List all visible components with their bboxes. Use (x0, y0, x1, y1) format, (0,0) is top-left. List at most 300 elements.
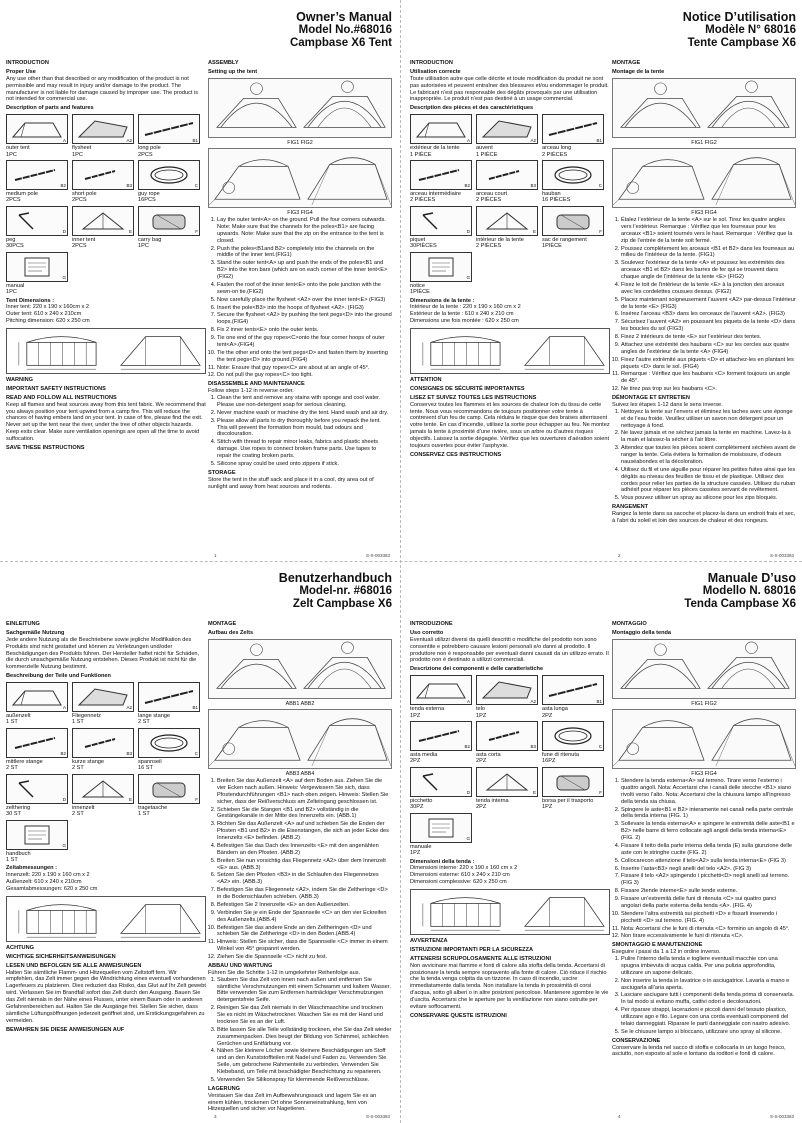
part-letter: B2 (60, 751, 66, 757)
assembly-figure-3-4 (612, 709, 796, 769)
assembly-step: 11. Note: Ensure that guy ropes<C> are about at an angle of 45°. (217, 365, 392, 372)
part-name: peg (6, 236, 16, 243)
part-caption (542, 752, 604, 765)
assembly-step: 3. Richten Sie das Außenzelt <A> auf und schieben Sie die Enden der Pfosten <B1 und B2> in die Eisenstangen, die sich an jeder Ecke des Innenzelts <E> befinden. (ABB.2) (217, 821, 392, 842)
warning-heading: ATTENTION (410, 377, 442, 383)
dimension-line: Dimensioni esterne: 610 x 240 x 210 cm (410, 872, 510, 879)
assembly-step: 7. Sécurisez l’auvent <A2> en poussant les piquets de la tente <D> dans les boucles du sol (FIG3) (621, 319, 796, 333)
part-letter: B3 (126, 751, 132, 757)
save-instructions: SAVE THESE INSTRUCTIONS (6, 444, 85, 451)
part-quantity: 16PCS (138, 197, 156, 204)
part-letter: C (598, 744, 602, 750)
warning-subheading-2: ATTENERSI SCRUPOLOSAMENTE ALLE ISTRUZIONI (410, 955, 552, 962)
flysheet-icon (72, 682, 134, 712)
part-quantity: 1PIÈCE (542, 243, 562, 250)
part-quantity: 1PZ (410, 850, 421, 857)
warning-heading: WARNING (6, 377, 34, 383)
disassembly-steps (208, 977, 392, 1084)
assembly-step: 2. Schieben Sie die Stangen <B1 und B2> vollständig in die Gestängekanäle in der Mitte des Innenzelts ein. (ABB.1) (217, 807, 392, 821)
part-caption (476, 706, 538, 719)
part-item (6, 774, 68, 818)
manual-icon (6, 252, 68, 282)
storage-heading: RANGEMENT (612, 504, 649, 511)
disassembly-intro: Suivez les étapes 1-12 dans le sens inverse. (612, 401, 723, 408)
figure-label-3-4: FIG3 FIG4 (691, 771, 717, 778)
guy-rope-icon (138, 728, 200, 758)
manual-header (408, 10, 798, 64)
part-item (6, 114, 68, 158)
save-instructions: CONSERVEZ CES INSTRUCTIONS (410, 451, 502, 458)
maintenance-step: 5. Vous pouvez utiliser un spray au silicone pour les zips bloqués. (621, 495, 796, 502)
part-quantity: 30 ST (6, 811, 21, 818)
part-item (72, 206, 134, 250)
assembly-step: 11. Remarque : Vérifiez que les haubans <C> forment toujours un angle de 45°. (621, 371, 796, 385)
disassembly-intro: Eseguire i passi da 1 a 12 in ordine inverso. (612, 949, 721, 956)
part-caption (476, 237, 538, 250)
part-caption (138, 237, 200, 250)
maintenance-step: 4. Per riparare strappi, lacerazioni e piccoli danni del tessuto plastico, utilizzare ago e filo. Legare con una corda eventuali componenti del telaio danneggiati. Riparare le parti danneggiate con nastro adesivo. (621, 1007, 796, 1028)
part-letter: A (466, 137, 470, 143)
parts-grid (6, 114, 206, 295)
assembly-steps (208, 778, 392, 961)
part-item (542, 767, 604, 811)
part-quantity: 2 PIÈCES (476, 197, 502, 204)
part-letter: G (62, 275, 66, 281)
maintenance-step: 4. Nähen Sie kleinere Löcher sowie kleinere Beschädigungen am Stoff und an den Kunststoffteilen mit Nadel und Faden zu. Verwenden Sie Seile, um gebrochene Rahmenteile zu verbinden. Verwenden Sie Klebeband, um Teile mit beschädigter Beschichtung zu reparieren. (217, 1048, 392, 1076)
maintenance-step: 4. Utilisez du fil et une aiguille pour réparer les petites fuites ainsi que les dégâts au niveau des feuilles de tissu et de plastique. Utilisez des cordes pour relier les parties de la structure cassées. Utilisez du ruban adhésif pour réparer les pièces cassées servant de revêtement. (621, 467, 796, 495)
part-letter: D (466, 229, 470, 235)
dimensions-list (6, 872, 206, 893)
assembly-step: 9. Verbinden Sie je ein Ende der Spannseile <C> an den vier Eckreifen des Außenzelts.(ABB.4) (217, 910, 392, 924)
intro-heading: EINLEITUNG (6, 621, 40, 627)
part-caption (542, 191, 604, 204)
part-quantity: 30PIÈCES (410, 243, 437, 250)
part-item (542, 721, 604, 765)
assembly-heading: MONTAGE (208, 621, 237, 627)
part-name: arceau court (476, 190, 508, 197)
assembly-step: 2. Poussez complètement les arceaux <B1 et B2> dans les fourreaux au milieu de l’intérieur de la tente. (FIG1) (621, 246, 796, 260)
part-name: tenda esterna (410, 706, 445, 713)
medium-pole-icon (6, 160, 68, 190)
part-caption (72, 145, 134, 158)
part-item (542, 675, 604, 719)
part-quantity: 2PZ (476, 758, 487, 765)
dimensions-heading: Tent Dimensions : (6, 297, 55, 304)
figure-label-1-2: FIG1 FIG2 (287, 139, 313, 146)
right-column (208, 619, 392, 1115)
part-item (410, 114, 472, 158)
part-name: zelthering (6, 804, 31, 811)
part-letter: G (466, 275, 470, 281)
assembly-step: 9. Tie one end of the guy ropes<C>onto the four corner hoops of outer tent<A>.(FIG4) (217, 335, 392, 349)
flysheet-icon (72, 114, 134, 144)
short-pole-icon (476, 160, 538, 190)
dimension-line: Außenzelt: 610 x 240 x 210cm (6, 879, 82, 886)
inner-tent-icon (476, 767, 538, 797)
assembly-step: 8. Fixez 2 intérieurs de tente <E> sur l’extérieur des tentes. (621, 334, 796, 341)
part-quantity: 1PC (6, 289, 17, 296)
part-name: inner tent (72, 236, 96, 243)
assembly-step: 10. Stendere l’altra estremità sui picchetti <D> e fissarli inserendo i picchetti <D> sul terreno. (FIG. 4) (621, 911, 796, 925)
maintenance-step: 4. Stitch with thread to repair minor leaks, fabrics and plastic sheets damage. Use ropes to connect broken frame parts. Use tapes to repair the coating broken parts. (217, 439, 392, 460)
warning-subheading-1: CONSIGNES DE SÉCURITÉ IMPORTANTES (410, 385, 525, 392)
assembly-step: 10. Befestigen Sie das andere Ende an den Zeltheringen <D> und schieben Sie die Zeltheringe <D> in den Boden.(ABB.4) (217, 925, 392, 939)
part-item (476, 160, 538, 204)
tent-dimension-diagram (410, 889, 610, 935)
part-caption (476, 752, 538, 765)
assembly-step: 4. Fixez le toit de l’intérieur de la tente <E> à la jonction des arceaux avec les cordelettes cousues dessus. (FIG2) (621, 282, 796, 296)
warning-text: Halten Sie sämtliche Flamm- und Hitzequellen vom Zeltstoff fern. Wir empfehlen, das Zelt immer gegen die Windrichtung eines eventuell vorhandenen Lagerfeuers zu platzieren. Dies reduziert das Risiko, das Glut auf Ihr Zelt gewebt wird. Verlassen Sie im Brandfall sofort das Zelt durch den Ausgang. Bauen Sie das Zelt niemals in der Nähe eines Flusses, unter einem Baum oder in anderen Gefahrenbereichen auf. Halten Sie die Ausgänge frei. Stellen Sie sicher, dass sämtliche Lüftungsöffnungen jederzeit geöffnet sind, um Erstickungsgefahren zu vermeiden. (6, 969, 206, 1024)
disassembly-intro: Follow steps 1-12 in reverse order. (208, 388, 294, 395)
assembly-step: 9. Fissare un’estremità delle funi di ritenuta <C> sui quattro ganci angolari della parte esterna della tenda <A>. (FIG. 4) (621, 896, 796, 910)
part-letter: F (599, 790, 602, 796)
assembly-step: 4. Fissare il tetto della parte interna della tenda (E) sulla giunzione delle aste con le stringhe cucite (FIG. 2) (621, 843, 796, 857)
carry-bag-icon (138, 206, 200, 236)
manual-icon (410, 252, 472, 282)
part-name: asta lunga (542, 706, 568, 713)
part-quantity: 2 PIÈCES (542, 151, 568, 158)
part-name: spannseil (138, 758, 162, 765)
part-letter: F (195, 797, 198, 803)
short-pole-icon (476, 721, 538, 751)
manual-quadrant-italian (408, 565, 798, 1121)
part-name: handbuch (6, 850, 31, 857)
figure-label-3-4: FIG3 FIG4 (287, 210, 313, 217)
outer-tent-icon (410, 675, 472, 705)
part-item (6, 820, 68, 864)
assembly-step: 5. Now carefully place the flysheet <A2> over the inner tent<E> (FIG3) (217, 297, 392, 304)
part-name: piquet (410, 236, 426, 243)
dimensions-list (410, 865, 610, 886)
part-quantity: 30PCS (6, 243, 24, 250)
part-item (138, 682, 200, 726)
assembly-step: 1. Étalez l’extérieur de la tente <A> sur le sol. Tirez les quatre angles vers l’extérieur. Remarque : Vérifiez que les fourreaux pour les arceaux <B1> soient tournés vers le haut. Remarque : Vérifiez que la zip de l’entrée de la tente soit fermé. (621, 217, 796, 245)
intro-heading: INTRODUCTION (410, 60, 453, 66)
model-number: Modello N. 68016 (702, 585, 796, 597)
part-caption (6, 713, 68, 726)
part-caption (410, 798, 472, 811)
dimension-line: Extérieur de la tente : 610 x 240 x 210 cm (410, 311, 514, 318)
parts-heading: Description des pièces et des caractéristiques (410, 105, 534, 112)
assembly-heading: MONTAGGIO (612, 621, 647, 627)
part-item (72, 114, 134, 158)
storage-heading: LAGERUNG (208, 1085, 241, 1092)
part-item (410, 252, 472, 296)
assembly-figure-3-4 (208, 709, 392, 769)
part-quantity: 1PC (72, 151, 83, 158)
warning-text: Conservez toutes les flammes et les sources de chaleur loin du tissu de cette tente. Nous vous recommandons de toujours positionner votre tente à contrevent d’un feu de camp. Cela réduira le risque que des braises atterrissent votre tente. En cas d’incendie, utilisez la sortie pour échapper au feu. Ne montez jamais la tente à proximité d’une rivière, sous un arbre ou d’autres risques objectifs. Laissez la sortie dégagée. Vérifiez que les ouvertures d’aération soient toujours ouvertes pour éviter l’asphyxie. (410, 401, 610, 449)
peg-icon (6, 774, 68, 804)
part-quantity: 1 PIÈCE (476, 151, 498, 158)
part-caption (138, 713, 200, 726)
manual-quadrant-english (4, 4, 394, 560)
part-name: manuale (410, 843, 432, 850)
part-name: Fliegennetz (72, 713, 101, 719)
storage-heading: STORAGE (208, 469, 236, 476)
tent-dimension-diagram (410, 328, 610, 374)
outer-tent-icon (6, 114, 68, 144)
assembly-step: 3. Stand the outer tent<A> up and push the ends of the poles<B1 and B2> into the iron bars (which are on each corner of the inner tent<E> (FIG2) (217, 260, 392, 281)
assembly-figure-3-4 (612, 148, 796, 208)
part-letter: E (128, 229, 132, 235)
part-caption (72, 713, 134, 726)
part-letter: C (598, 183, 602, 189)
part-letter: E (128, 797, 132, 803)
part-letter: B1 (596, 137, 602, 143)
intro-subheading: Sachgemäße Nutzung (6, 629, 65, 636)
dimension-line: Inner tent: 220 x 190 x 160cm x 2 (6, 304, 90, 311)
part-caption (72, 191, 134, 204)
part-quantity: 16 ST (138, 765, 153, 772)
assembly-step: 1. Stendere la tenda esterna<A> sul terreno. Tirare verso l’esterno i quattro angoli. Nota: Accertarsi che i canali delle stecche <B1> siano rivolti verso l’alto. Nota: Accertarsi che la chiusura lampo all’ingresso della tenda sia chiusa. (621, 778, 796, 806)
maintenance-step: 2. Ne lavez jamais et ne séchez jamais la tente en machine. Lavez-la à la main et laissez-la sécher à l’air libre. (621, 430, 796, 444)
model-number: Modèle N° 68016 (705, 24, 796, 36)
maintenance-step: 1. Pulire l’interno della tenda e togliere eventuali macchie con una spugna imbevuta di acqua calda. Per una pulizia approfondita, utilizzare un sapone delicato. (621, 956, 796, 977)
assembly-step: 4. Befestigen Sie das Dach des Innenzelts <E> mit den angenähten Bändern an den Pfosten. (ABB.2) (217, 843, 392, 857)
part-caption (476, 145, 538, 158)
dimensions-list (6, 304, 206, 325)
part-item (410, 206, 472, 250)
flysheet-icon (476, 675, 538, 705)
manual-quadrant-french (408, 4, 798, 560)
assembly-steps (612, 217, 796, 393)
horizontal-fold-line (0, 561, 802, 562)
part-item (476, 114, 538, 158)
part-name: short pole (72, 190, 97, 197)
part-letter: A2 (126, 705, 132, 711)
part-caption (476, 798, 538, 811)
storage-text: Verstauen Sie das Zelt im Aufbewahrungssack und lagern Sie es an einem kühlen, trockenen Ort ohne Sonneneinstrahlung, fern von Hitzequellen und sicher vor Nagetieren. (208, 1092, 377, 1113)
disassembly-heading: SMONTAGGIO E MANUTENZIONE (612, 942, 703, 949)
long-pole-icon (138, 114, 200, 144)
part-letter: A2 (530, 698, 536, 704)
part-name: long pole (138, 145, 161, 152)
assembly-step: 8. Befestigen Sie 2 Innenzelte <E> an den Außenzelten. (217, 902, 392, 909)
part-caption (542, 145, 604, 158)
part-caption (6, 283, 68, 296)
part-name: flysheet (72, 145, 92, 152)
part-quantity: 2 PIÈCES (410, 197, 436, 204)
manual-title: Notice D’utilisation (682, 10, 796, 24)
assembly-subheading: Setting up the tent (208, 68, 258, 75)
page-number: 3 (214, 1114, 217, 1119)
part-item (6, 682, 68, 726)
maintenance-step: 2. Never machine wash or machine dry the tent. Hand wash and air dry. (217, 410, 392, 417)
storage-heading: CONSERVAZIONE (612, 1037, 661, 1044)
part-quantity: 2 ST (72, 765, 84, 772)
assembly-steps (208, 217, 392, 379)
figure-label-1-2: FIG1 FIG2 (691, 700, 717, 707)
part-name: manual (6, 282, 25, 289)
guy-rope-icon (542, 721, 604, 751)
part-caption (476, 191, 538, 204)
part-caption (6, 191, 68, 204)
assembly-figure-1-2 (208, 639, 392, 699)
dimensions-heading: Zeltabmessungen : (6, 865, 57, 872)
storage-text: Store the tent in the stuff sack and place it in a cool, dry area out of sunlight and away from heat sources and rodents. (208, 476, 374, 490)
part-caption (138, 759, 200, 772)
dimension-line: Innenzelt: 220 x 190 x 160 cm x 2 (6, 872, 90, 879)
page-number: 2 (618, 553, 621, 558)
warning-subheading-1: WICHTIGE SICHERHEITSANWEISUNGEN (6, 953, 116, 960)
part-name: sac de rangement (542, 236, 587, 243)
warning-heading: ACHTUNG (6, 944, 34, 951)
assembly-figure-1-2 (612, 639, 796, 699)
part-item (476, 675, 538, 719)
manual-icon (6, 820, 68, 850)
part-item (410, 813, 472, 857)
dimensions-heading: Dimensioni della tenda : (410, 858, 475, 865)
product-name: Campbase X6 Tent (289, 36, 392, 49)
model-number: Model No.#68016 (298, 24, 392, 36)
storage-text: Conservare la tenda nel sacco di stoffa e collocarla in un luogo fresco, asciutto, non esposto al sole e lontano da roditori e fonti di calore. (612, 1044, 786, 1058)
part-quantity: 2PCS (72, 197, 87, 204)
assembly-step: 6. Insert the pole<B3> into the hoops of flysheet <A2>. (FIG3) (217, 305, 392, 312)
part-caption (6, 805, 68, 818)
dimensions-heading: Dimensions de la tente : (410, 297, 475, 304)
warning-subheading-2: LISEZ ET SUIVEZ TOUTES LES INSTRUCTIONS (410, 394, 537, 401)
short-pole-icon (72, 160, 134, 190)
part-item (410, 160, 472, 204)
part-name: arceau intermédiaire (410, 190, 461, 197)
disassembly-heading: DÉMONTAGE ET ENTRETIEN (612, 395, 690, 402)
part-name: guy rope (138, 190, 160, 197)
part-caption (410, 191, 472, 204)
disassembly-heading: DISASSEMBLE AND MAINTENANCE (208, 381, 305, 388)
part-name: medium pole (6, 190, 39, 197)
document-code: S-S-003383 (365, 1114, 390, 1119)
part-letter: D (62, 229, 66, 235)
part-item (6, 160, 68, 204)
part-caption (410, 706, 472, 719)
carry-bag-icon (542, 767, 604, 797)
assembly-figure-3-4 (208, 148, 392, 208)
assembly-step: 7. Secure the flysheet <A2> by pushing the tent pegs<D> into the ground loops.(FIG4) (217, 312, 392, 326)
peg-icon (410, 767, 472, 797)
figure-label-3-4: FIG3 FIG4 (691, 210, 717, 217)
part-letter: A (62, 705, 66, 711)
assembly-step: 8. Fix 2 inner tents<E> onto the outer tents. (217, 327, 392, 334)
manual-quadrant-german (4, 565, 394, 1121)
part-letter: B1 (596, 698, 602, 704)
warning-subheading-1: IMPORTANT SAFETY INSTRUCTIONS (6, 385, 106, 392)
part-quantity: 1 ST (138, 811, 150, 818)
left-column (410, 619, 610, 1020)
part-item (6, 252, 68, 296)
maintenance-step: 5. Silicone spray could be used onto zippers if stick. (217, 461, 392, 468)
part-name: borsa per il trasporto (542, 797, 594, 804)
inner-tent-icon (72, 774, 134, 804)
disassembly-steps (208, 395, 392, 468)
disassembly-steps (612, 409, 796, 502)
part-caption (542, 798, 604, 811)
assembly-heading: ASSEMBLY (208, 60, 239, 66)
part-quantity: 2PCS (138, 151, 153, 158)
page-number: 1 (214, 553, 217, 558)
short-pole-icon (72, 728, 134, 758)
part-letter: D (466, 790, 470, 796)
part-item (72, 728, 134, 772)
maintenance-step: 2. Non inserire la tenda in lavatrice o in asciugatrice. Lavarla a mano e asciugarla all’aria aperta. (621, 978, 796, 992)
assembly-step: 10. Tie the other end onto the tent pegs<D> and fasten them by inserting the tent pegs<D> into ground.(FIG4) (217, 350, 392, 364)
part-caption (410, 752, 472, 765)
intro-heading: INTRODUZIONE (410, 621, 453, 627)
intro-text: Toute utilisation autre que celle décrite et toute modification du produit ne sont pas autorisées et peuvent entraîner des blessures et/ou endommager le produit. Le fabricant n’est pas responsable des dégâts provoqués par une utilisation inappropriée. Le produit n’est pas destiné à un usage commercial. (410, 75, 609, 103)
left-column (410, 58, 610, 459)
flysheet-icon (476, 114, 538, 144)
maintenance-step: 3. Lasciare asciugare tutti i componenti della tenda prima di conservarla. In tal modo si evitano muffa, cattivi odori e decolorazioni. (621, 992, 796, 1006)
assembly-step: 6. Setzen Sie den Pfosten <B3> in die Schlaufen des Fliegennetzes <A2> ein. (ABB.3) (217, 872, 392, 886)
part-name: fune di ritenuta (542, 751, 580, 758)
part-quantity: 2 PIÈCES (476, 243, 502, 250)
part-item (72, 160, 134, 204)
part-quantity: 16PZ (542, 758, 556, 765)
intro-heading: INTRODUCTION (6, 60, 49, 66)
assembly-step: 11. Hinweis: Stellen Sie sicher, dass die Spannseile <C> immer in einem Winkel von 45° gespannt werden. (217, 939, 392, 953)
manual-header (4, 10, 394, 64)
dimensions-list (410, 304, 610, 325)
intro-text: Eventuali utilizzi diversi da quelli descritti o modifiche del prodotto non sono consentite e potrebbero causare lesioni personali e/o danni al prodotto. Il produttore non è responsabile per eventuali danni causati da un utilizzo errato. Il prodotto non è destinato a utilizzi commerciali. (410, 636, 609, 664)
part-caption (6, 145, 68, 158)
intro-subheading: Proper Use (6, 68, 36, 75)
assembly-step: 10. Fixez l’autre extrémité aux piquets <D> et attachez-les en plantant les piquets <D> dans le sol. (FIG4) (621, 357, 796, 371)
assembly-step: 12. Ne tirez pas trop sur les haubans <C>. (621, 386, 796, 393)
tent-dimension-diagram (6, 328, 206, 374)
part-letter: C (194, 183, 198, 189)
maintenance-step: 3. Bitte lassen Sie alle Teile vollständig trocknen, ehe Sie das Zelt wieder zusammenpacken. Dies beugt der Bildung von Schimmel, schlechten Gerüchen und Entfärbung vor. (217, 1027, 392, 1048)
part-name: tenda interna (476, 797, 509, 804)
left-column (6, 58, 206, 452)
product-name: Zelt Campbase X6 (292, 597, 392, 610)
document-code: S-S-003383 (769, 1114, 794, 1119)
peg-icon (410, 206, 472, 236)
guy-rope-icon (542, 160, 604, 190)
part-item (476, 206, 538, 250)
manual-header (408, 571, 798, 625)
part-name: arceau long (542, 145, 572, 152)
part-item (138, 206, 200, 250)
part-letter: G (466, 836, 470, 842)
part-name: mittlere stange (6, 758, 43, 765)
assembly-heading: MONTAGE (612, 60, 641, 66)
page-number: 4 (618, 1114, 621, 1119)
dimension-line: Gesamtabmessungen: 620 x 250 cm (6, 886, 98, 892)
figure-label-1-2: ABB1 ABB2 (285, 700, 315, 707)
part-caption (410, 844, 472, 857)
part-caption (138, 191, 200, 204)
right-column (612, 58, 796, 527)
part-quantity: 2PZ (476, 804, 487, 811)
part-quantity: 1 PIÈCE (410, 151, 432, 158)
maintenance-step: 1. Clean the tent and remove any stains with sponge and cool water. Please use non-detergent soap for serious cleaning. (217, 395, 392, 409)
part-letter: B3 (530, 744, 536, 750)
dimension-line: Dimensioni interne: 220 x 190 x 160 cm x 2 (410, 865, 518, 872)
maintenance-step: 5. Verwenden Sie Silikonspray für klemmende Reißverschlüsse. (217, 1077, 392, 1084)
right-column (612, 619, 796, 1060)
part-quantity: 1PC (6, 151, 17, 158)
part-item (542, 114, 604, 158)
parts-heading: Description of parts and features (6, 105, 94, 112)
part-name: carry bag (138, 236, 162, 243)
parts-grid (410, 114, 610, 295)
outer-tent-icon (410, 114, 472, 144)
intro-subheading: Uso corretto (410, 629, 444, 636)
part-item (138, 160, 200, 204)
assembly-step: 12. Do not pull the guy ropes<C> too tight. (217, 372, 392, 379)
assembly-step: 11. Nota: Accertarsi che le funi di ritenuta <C> formino un angolo di 45°. (621, 926, 796, 933)
part-letter: A2 (126, 137, 132, 143)
part-item (542, 206, 604, 250)
